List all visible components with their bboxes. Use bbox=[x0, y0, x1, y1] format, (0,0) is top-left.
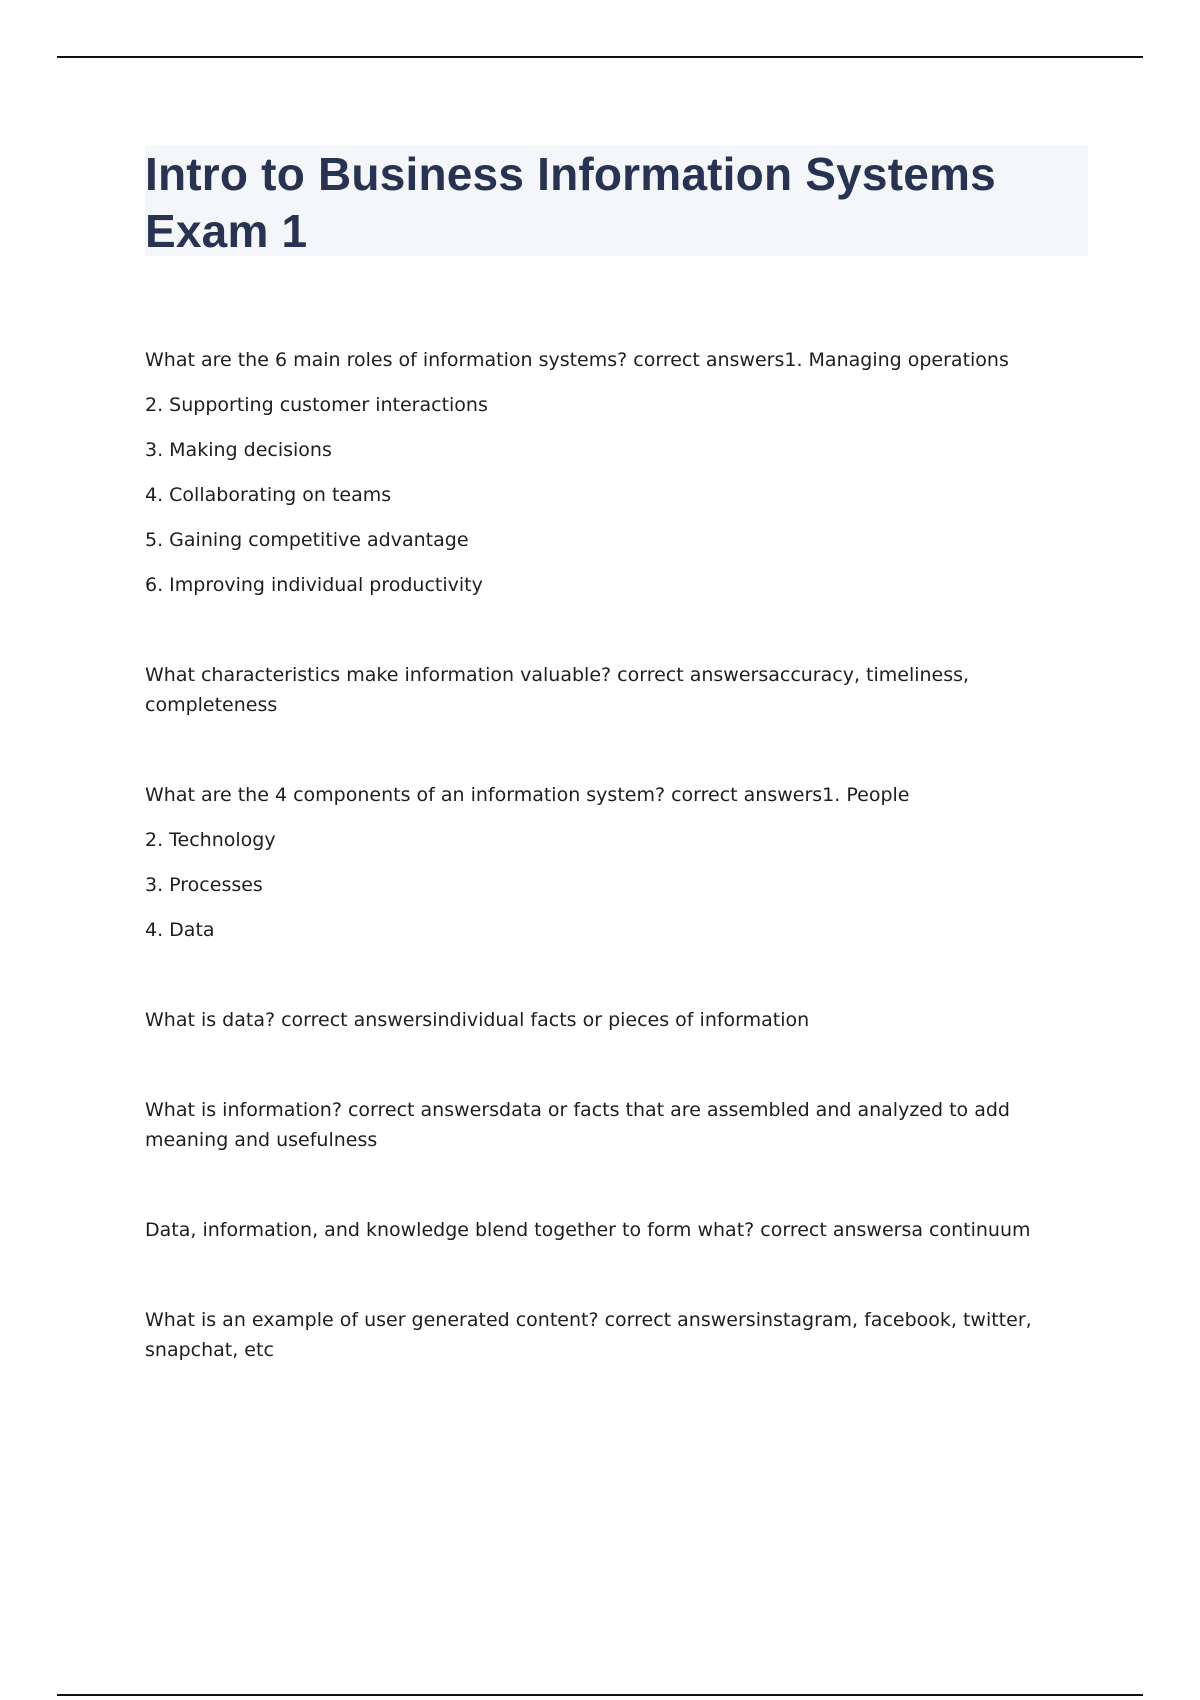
title-block bbox=[145, 146, 1088, 256]
qa-entry bbox=[145, 1095, 1085, 1155]
qa-entry bbox=[145, 345, 1085, 600]
qa-answer-line: 2. Supporting customer interactions bbox=[145, 394, 488, 416]
page-title: Intro to Business Information Systems Exam 1 bbox=[145, 148, 996, 257]
qa-entry bbox=[145, 780, 1085, 945]
qa-question: What characteristics make information valuable? correct answersaccuracy, timeliness, completeness bbox=[145, 664, 970, 716]
qa-answer-line: 5. Gaining competitive advantage bbox=[145, 529, 469, 551]
qa-answer-line: 4. Data bbox=[145, 919, 215, 941]
qa-answer-line: 6. Improving individual productivity bbox=[145, 574, 483, 596]
qa-answer-line: 3. Processes bbox=[145, 874, 263, 896]
header-rule bbox=[57, 56, 1143, 58]
qa-entry bbox=[145, 1005, 1085, 1035]
footer-rule bbox=[57, 1694, 1143, 1696]
qa-entry bbox=[145, 1215, 1085, 1245]
qa-question: Data, information, and knowledge blend together to form what? correct answersa continuum bbox=[145, 1219, 1031, 1241]
qa-question: What are the 6 main roles of information systems? correct answers1. Managing operations bbox=[145, 349, 1009, 371]
qa-question: What are the 4 components of an information system? correct answers1. People bbox=[145, 784, 910, 806]
qa-question: What is data? correct answersindividual facts or pieces of information bbox=[145, 1009, 810, 1031]
qa-list bbox=[145, 345, 1085, 1425]
qa-answer-line: 2. Technology bbox=[145, 829, 276, 851]
qa-answer-line: 3. Making decisions bbox=[145, 439, 332, 461]
qa-question: What is an example of user generated content? correct answersinstagram, facebook, twitter, snapchat, etc bbox=[145, 1309, 1032, 1361]
qa-question: What is information? correct answersdata or facts that are assembled and analyzed to add meaning and usefulness bbox=[145, 1099, 1010, 1151]
qa-answer-line: 4. Collaborating on teams bbox=[145, 484, 392, 506]
qa-entry bbox=[145, 1305, 1085, 1365]
qa-entry bbox=[145, 660, 1085, 720]
